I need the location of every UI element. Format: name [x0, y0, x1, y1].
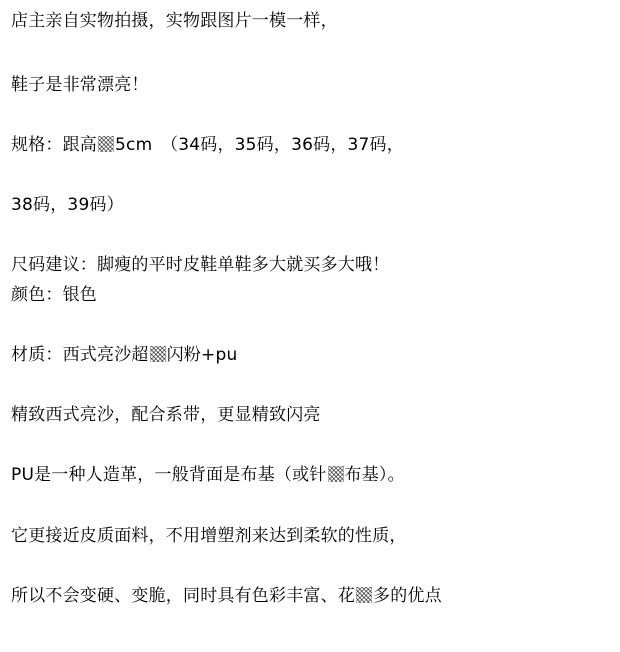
obscured-text-mark [328, 466, 344, 482]
text-line-pu-advantages [11, 585, 442, 607]
line-text: 颜色：银色 [11, 285, 97, 305]
line-text: 布基）。 [344, 465, 405, 485]
line-text: 它更接近皮质面料，不用增塑剂来达到柔软的性质， [11, 526, 407, 546]
text-line-photo-note [11, 10, 338, 32]
line-text: PU是一种人造革，一般背面是布基（或针 [11, 465, 327, 485]
text-line-beauty-note [11, 74, 149, 96]
line-text: 精致西式亮沙，配合系带，更显精致闪亮 [11, 405, 321, 425]
line-text: 鞋子是非常漂亮！ [11, 75, 149, 95]
line-text: 规格：跟高 [11, 135, 97, 155]
line-text: 闪粉+pu [166, 345, 238, 365]
obscured-text-mark [98, 136, 114, 152]
text-line-pu-comparison [11, 525, 407, 547]
text-line-feature [11, 404, 321, 426]
line-text: 所以不会变硬、变脆，同时具有色彩丰富、花 [11, 586, 355, 606]
line-text: 店主亲自实物拍摄，实物跟图片一模一样， [11, 11, 338, 31]
text-line-color [11, 284, 97, 306]
obscured-text-mark [356, 587, 372, 603]
obscured-text-mark [150, 346, 166, 362]
line-text: 5cm （34码，35码，36码，37码， [115, 135, 404, 155]
line-text: 尺码建议：脚瘦的平时皮鞋单鞋多大就买多大哦！ [11, 255, 390, 275]
text-line-spec-sizes [11, 194, 124, 216]
text-line-spec [11, 134, 404, 156]
line-text: 材质：西式亮沙超 [11, 345, 149, 365]
line-text: 多的优点 [373, 586, 442, 606]
line-text: 38码，39码） [11, 195, 124, 215]
text-line-size-advice [11, 254, 389, 276]
text-line-material [11, 344, 237, 366]
text-line-pu-definition [11, 464, 405, 486]
